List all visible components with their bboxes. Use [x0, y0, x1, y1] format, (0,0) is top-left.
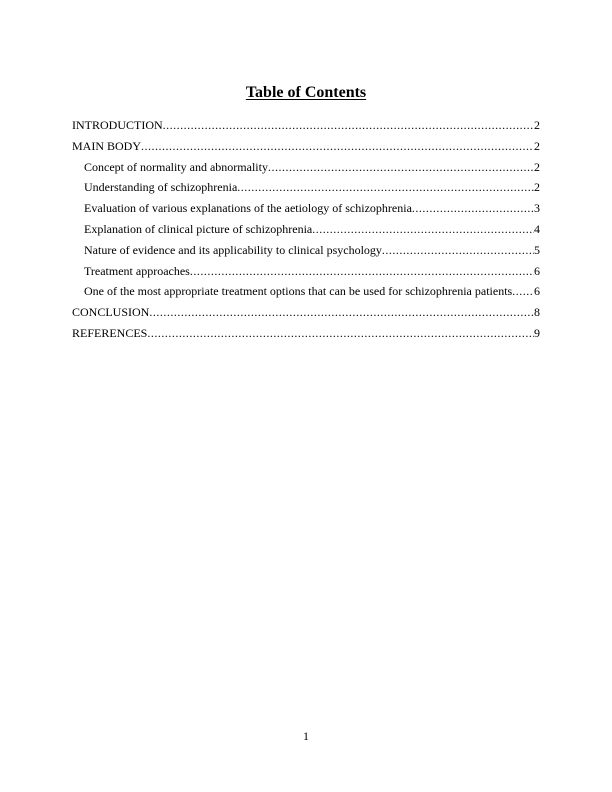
- dot-leader: [147, 323, 534, 344]
- dot-leader: [163, 115, 534, 136]
- toc-entry-label: REFERENCES: [72, 325, 148, 340]
- toc-entry-label: One of the most appropriate treatment options that can be used for schizophrenia patients: [84, 284, 513, 299]
- toc-entry-label: Understanding of schizophrenia: [84, 180, 238, 195]
- toc-entry-main-body[interactable]: [72, 136, 540, 157]
- dot-leader: [190, 261, 534, 282]
- toc-entry-evidence[interactable]: [72, 240, 540, 261]
- toc-entry-label: MAIN BODY: [72, 138, 141, 153]
- toc-entry-label: CONCLUSION: [72, 305, 150, 320]
- toc-entry-label: Evaluation of various explanations of the aetiology of schizophrenia: [84, 201, 412, 216]
- toc-list: [72, 115, 540, 344]
- dot-leader: [512, 281, 534, 302]
- toc-entry-references[interactable]: [72, 323, 540, 344]
- toc-entry-treatment[interactable]: [72, 261, 540, 282]
- toc-entry-label: INTRODUCTION: [72, 118, 163, 132]
- toc-entry-label: Nature of evidence and its applicability to clinical psychology: [84, 242, 382, 257]
- toc-entry-page: 2: [534, 159, 540, 174]
- toc-entry-page: 2: [534, 118, 540, 132]
- toc-entry-label: Concept of normality and abnormality: [84, 159, 268, 174]
- dot-leader: [312, 219, 534, 240]
- dot-leader: [141, 136, 534, 157]
- toc-entry-page: 4: [534, 221, 540, 236]
- toc-entry-treatment-options[interactable]: [72, 281, 540, 302]
- dot-leader: [412, 198, 534, 219]
- toc-entry-normality[interactable]: [72, 157, 540, 178]
- toc-entry-aetiology[interactable]: [72, 198, 540, 219]
- toc-entry-introduction[interactable]: [72, 115, 540, 136]
- dot-leader: [268, 157, 534, 178]
- dot-leader: [149, 302, 534, 323]
- dot-leader: [382, 240, 534, 261]
- toc-entry-page: 8: [534, 305, 540, 320]
- toc-entry-understanding[interactable]: [72, 177, 540, 198]
- toc-entry-page: 2: [534, 180, 540, 195]
- toc-entry-page: 3: [534, 201, 540, 216]
- dot-leader: [237, 177, 534, 198]
- toc-entry-page: 6: [534, 284, 540, 299]
- toc-entry-page: 2: [534, 138, 540, 153]
- toc-entry-page: 6: [534, 263, 540, 278]
- toc-entry-conclusion[interactable]: [72, 302, 540, 323]
- toc-entry-label: Treatment approaches: [84, 263, 190, 278]
- toc-entry-clinical-picture[interactable]: [72, 219, 540, 240]
- toc-title: Table of Contents: [245, 84, 367, 101]
- page-number: 1: [303, 729, 309, 743]
- toc-entry-label: Explanation of clinical picture of schizophrenia: [84, 221, 313, 236]
- toc-entry-page: 5: [534, 242, 540, 257]
- toc-entry-page: 9: [534, 325, 540, 340]
